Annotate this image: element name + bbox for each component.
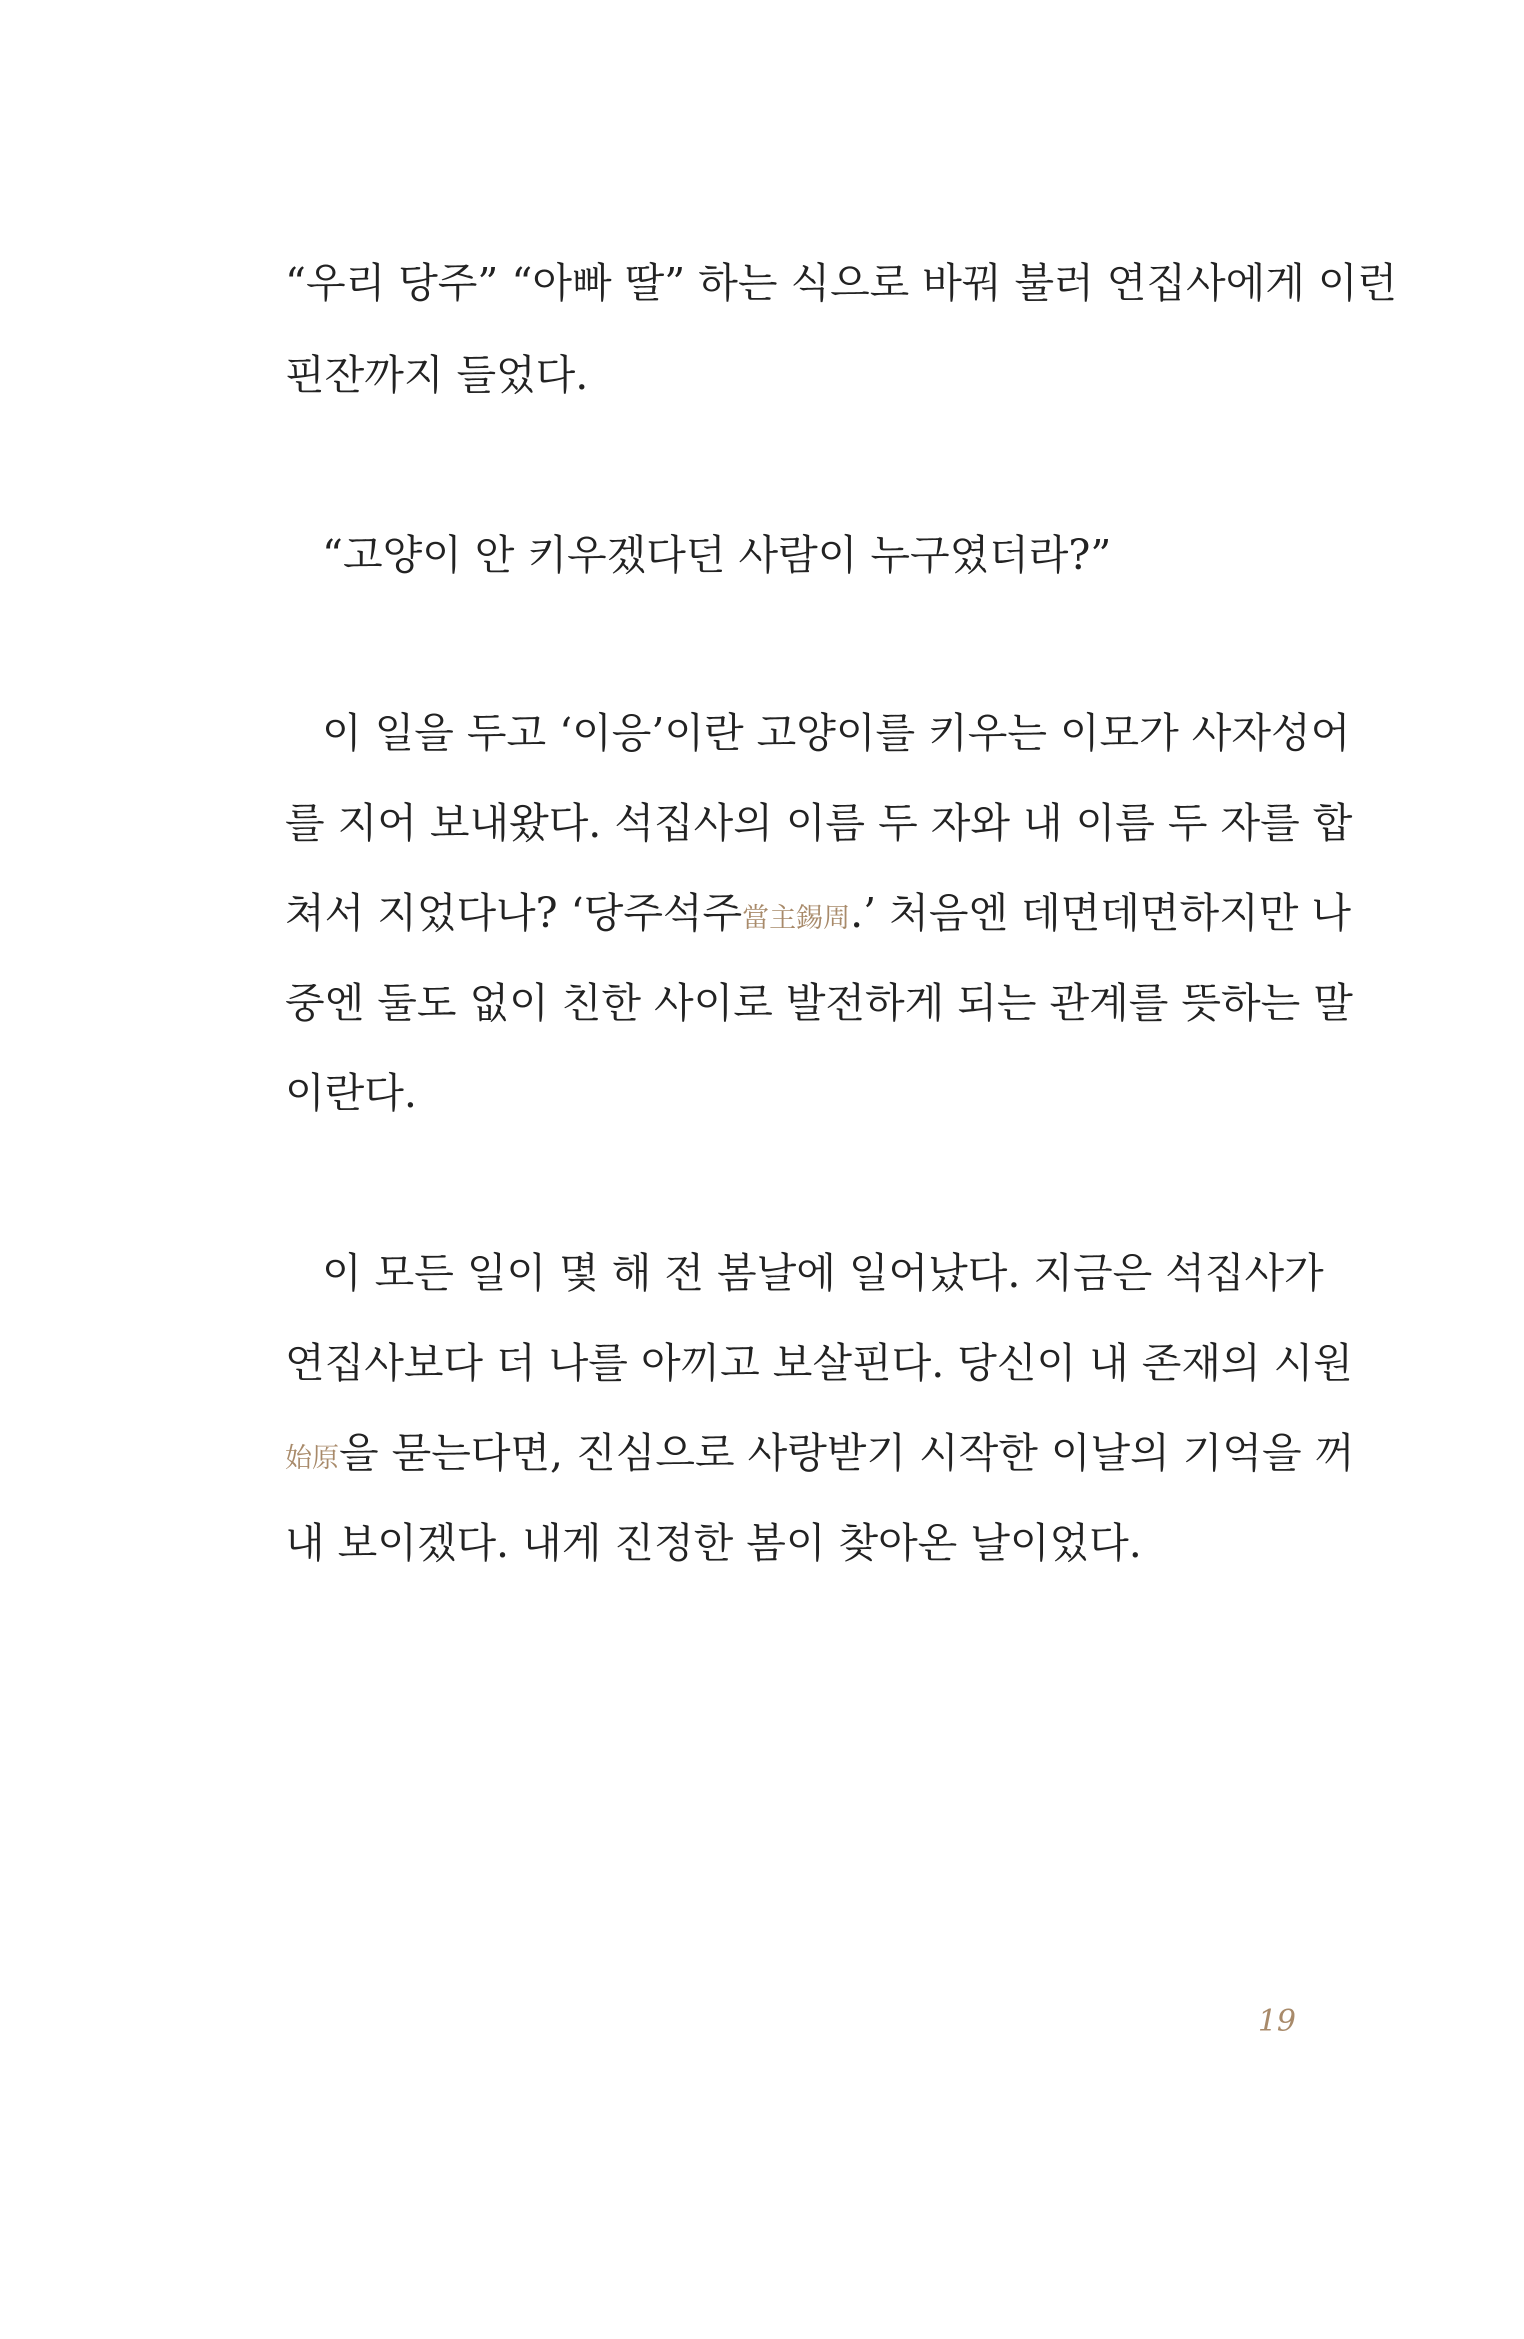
paragraph-4-line-1: 이 모든 일이 몇 해 전 봄날에 일어났다. 지금은 석집사가 [322,1249,1324,1297]
paragraph-1-line-1: “우리 당주” “아빠 딸” 하는 식으로 바꿔 불러 연집사에게 이런 [285,259,1398,307]
paragraph-3-line-3-text-before: 쳐서 지었다나? ‘당주석주 [285,889,743,937]
paragraph-3-line-5: 이란다. [285,1069,417,1117]
paragraph-3-line-4: 중엔 둘도 없이 친한 사이로 발전하게 되는 관계를 뜻하는 말 [285,979,1353,1027]
paragraph-1-line-2: 핀잔까지 들었다. [285,351,589,399]
hanja-annotation: 始原 [285,1443,339,1474]
paragraph-2-line-1: “고양이 안 키우겠다던 사람이 누구였더라?” [322,531,1112,579]
paragraph-4-line-3 [285,1423,1355,1489]
hanja-annotation: 當主錫周 [742,903,851,934]
page-number: 19 [1257,2004,1296,2039]
paragraph-4-line-4: 내 보이겠다. 내게 진정한 봄이 찾아온 날이었다. [285,1519,1142,1567]
paragraph-3-line-1: 이 일을 두고 ‘이응’이란 고양이를 키우는 이모가 사자성어 [322,709,1351,757]
paragraph-3-line-3 [285,883,1351,949]
paragraph-4-line-3-text-after: 을 묻는다면, 진심으로 사랑받기 시작한 이날의 기억을 꺼 [339,1429,1355,1477]
paragraph-4-line-2: 연집사보다 더 나를 아끼고 보살핀다. 당신이 내 존재의 시원 [285,1339,1353,1387]
paragraph-3-line-3-text-after: .’ 처음엔 데면데면하지만 나 [850,889,1351,937]
paragraph-3-line-2: 를 지어 보내왔다. 석집사의 이름 두 자와 내 이름 두 자를 합 [285,799,1353,847]
